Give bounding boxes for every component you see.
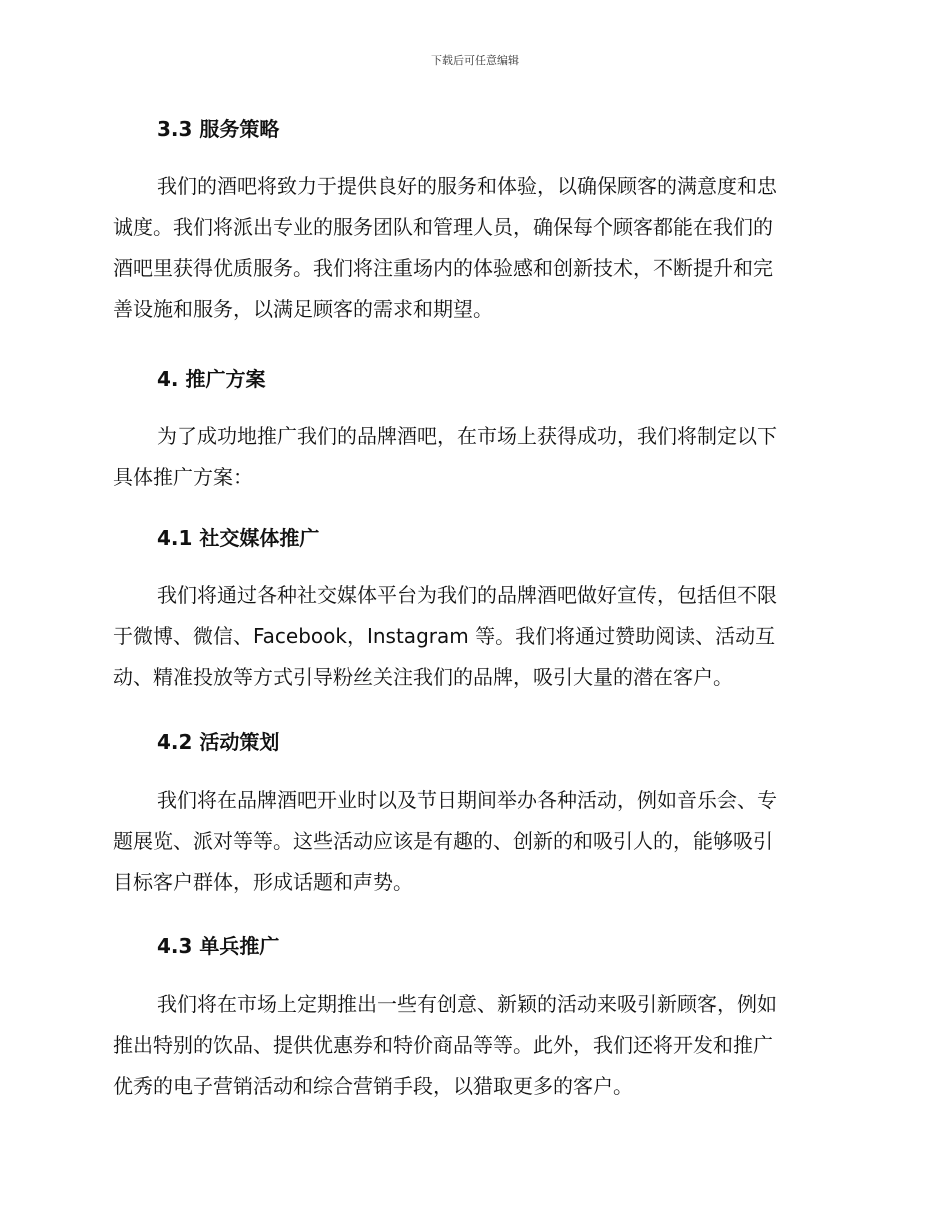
paragraph-line: 具体推广方案： (113, 465, 253, 489)
paragraph-line: 善设施和服务，以满足顾客的需求和期望。 (113, 297, 493, 321)
paragraph-line: 推出特别的饮品、提供优惠券和特价商品等等。此外，我们还将开发和推广 (113, 1033, 773, 1057)
paragraph-line: 我们将通过各种社交媒体平台为我们的品牌酒吧做好宣传，包括但不限 (157, 583, 777, 607)
paragraph-line: 诚度。我们将派出专业的服务团队和管理人员，确保每个顾客都能在我们的 (113, 215, 773, 239)
paragraph-line: 我们将在品牌酒吧开业时以及节日期间举办各种活动，例如音乐会、专 (157, 788, 777, 812)
paragraph-line: 优秀的电子营销活动和综合营销手段，以猎取更多的客户。 (113, 1074, 633, 1098)
paragraph-line: 于微博、微信、Facebook，Instagram 等。我们将通过赞助阅读、活动互 (113, 624, 776, 648)
section-paragraph-4-2 (113, 780, 829, 903)
paragraph-line: 目标客户群体，形成话题和声势。 (113, 870, 413, 894)
page-header: 下载后可任意编辑 (431, 54, 519, 67)
section-heading-4: 4. 推广方案 (157, 367, 266, 391)
paragraph-line: 为了成功地推广我们的品牌酒吧，在市场上获得成功，我们将制定以下 (157, 424, 777, 448)
section-heading-3-3: 3.3 服务策略 (157, 117, 280, 141)
paragraph-line: 我们的酒吧将致力于提供良好的服务和体验，以确保顾客的满意度和忠 (157, 174, 777, 198)
paragraph-line: 动、精准投放等方式引导粉丝关注我们的品牌，吸引大量的潜在客户。 (113, 665, 733, 689)
paragraph-line: 酒吧里获得优质服务。我们将注重场内的体验感和创新技术，不断提升和完 (113, 256, 773, 280)
section-paragraph-4 (113, 416, 829, 498)
section-paragraph-4-3 (113, 984, 829, 1107)
section-heading-4-3: 4.3 单兵推广 (157, 934, 280, 958)
section-paragraph-4-1 (113, 575, 829, 698)
section-heading-4-1: 4.1 社交媒体推广 (157, 526, 320, 550)
paragraph-line: 题展览、派对等等。这些活动应该是有趣的、创新的和吸引人的，能够吸引 (113, 829, 773, 853)
section-paragraph-3-3 (113, 166, 829, 330)
paragraph-line: 我们将在市场上定期推出一些有创意、新颖的活动来吸引新顾客，例如 (157, 992, 777, 1016)
section-heading-4-2: 4.2 活动策划 (157, 730, 280, 754)
